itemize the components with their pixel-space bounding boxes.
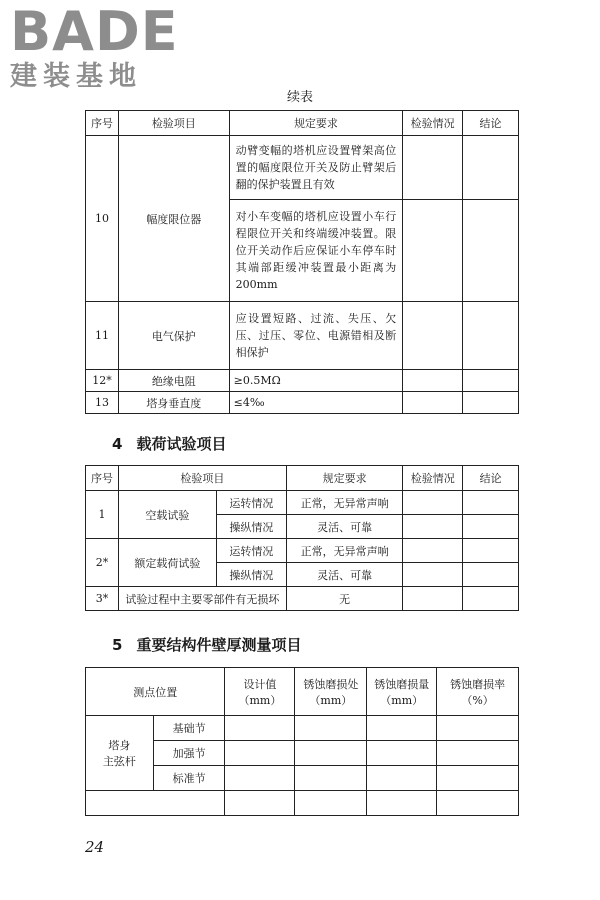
header-corrosion-spot-label: 锈蚀磨损处 — [303, 677, 359, 691]
cell-result — [403, 370, 463, 392]
row-section: 标准节 — [153, 766, 225, 791]
cell-conclusion — [463, 302, 519, 370]
section-4-heading — [112, 433, 226, 454]
row-no: 10 — [86, 136, 119, 302]
row-group-line2: 主弦杆 — [102, 755, 136, 768]
row-subitem: 操纵情况 — [216, 515, 286, 539]
row-section: 基础节 — [153, 716, 225, 741]
cell-corrosion-spot — [295, 716, 367, 741]
header-wear-rate — [437, 668, 519, 716]
cell-wear-rate — [437, 741, 519, 766]
load-test-table — [85, 465, 519, 611]
header-conclusion: 结论 — [463, 466, 519, 491]
header-position: 测点位置 — [86, 668, 225, 716]
cell-result — [403, 491, 463, 515]
cell-result — [403, 563, 463, 587]
row-item: 幅度限位器 — [118, 136, 229, 302]
logo-brand: BADE — [10, 0, 179, 63]
row-no: 2* — [86, 539, 119, 587]
cell-conclusion — [463, 370, 519, 392]
row-item: 绝缘电阻 — [118, 370, 229, 392]
watermark-logo — [10, 0, 179, 92]
table-header-row — [86, 111, 519, 136]
cell-design — [225, 766, 295, 791]
cell-corrosion-spot — [295, 766, 367, 791]
cell-conclusion — [463, 200, 519, 302]
table-row — [86, 491, 519, 515]
cell-empty — [367, 791, 437, 816]
header-wear-amount-label: 锈蚀磨损量 — [374, 677, 430, 691]
header-requirement: 规定要求 — [229, 111, 403, 136]
header-result: 检验情况 — [403, 466, 463, 491]
row-requirement: ≥0.5MΩ — [229, 370, 403, 392]
cell-design — [225, 716, 295, 741]
header-conclusion: 结论 — [463, 111, 519, 136]
inspection-table-continued — [85, 110, 519, 414]
table-header-row — [86, 668, 519, 716]
cell-result — [403, 515, 463, 539]
cell-wear-amount — [367, 716, 437, 741]
header-no: 序号 — [86, 466, 119, 491]
header-wear-rate-unit: （%） — [461, 693, 494, 707]
cell-empty — [437, 791, 519, 816]
row-no: 11 — [86, 302, 119, 370]
cell-conclusion — [463, 392, 519, 414]
cell-conclusion — [463, 587, 519, 611]
wall-thickness-table — [85, 667, 519, 816]
cell-result — [403, 302, 463, 370]
cell-conclusion — [463, 515, 519, 539]
header-no: 序号 — [86, 111, 119, 136]
header-design — [225, 668, 295, 716]
table-header-row — [86, 466, 519, 491]
section-number: 4 — [112, 435, 123, 453]
header-design-unit: （mm） — [238, 693, 282, 707]
row-section: 加强节 — [153, 741, 225, 766]
table-row — [86, 392, 519, 414]
row-group — [86, 716, 154, 791]
row-group-line1: 塔身 — [108, 739, 131, 752]
row-requirement: 正常，无异常声响 — [286, 539, 403, 563]
row-item: 额定载荷试验 — [118, 539, 216, 587]
table-row — [86, 302, 519, 370]
cell-conclusion — [463, 539, 519, 563]
table-row-empty — [86, 791, 519, 816]
cell-result — [403, 200, 463, 302]
cell-result — [403, 587, 463, 611]
cell-design — [225, 741, 295, 766]
section-number: 5 — [112, 636, 123, 654]
cell-empty — [225, 791, 295, 816]
cell-wear-rate — [437, 716, 519, 741]
header-item: 检验项目 — [118, 111, 229, 136]
row-no: 13 — [86, 392, 119, 414]
header-item: 检验项目 — [118, 466, 286, 491]
cell-empty — [86, 791, 225, 816]
cell-wear-amount — [367, 741, 437, 766]
cell-conclusion — [463, 563, 519, 587]
header-wear-amount-unit: （mm） — [380, 693, 424, 707]
row-subitem: 操纵情况 — [216, 563, 286, 587]
row-no: 1 — [86, 491, 119, 539]
table-row — [86, 539, 519, 563]
header-result: 检验情况 — [403, 111, 463, 136]
header-requirement: 规定要求 — [286, 466, 403, 491]
cell-wear-amount — [367, 766, 437, 791]
cell-result — [403, 392, 463, 414]
row-item: 塔身垂直度 — [118, 392, 229, 414]
row-requirement: 正常，无异常声响 — [286, 491, 403, 515]
cell-result — [403, 539, 463, 563]
header-wear-rate-label: 锈蚀磨损率 — [450, 677, 506, 691]
row-no: 12* — [86, 370, 119, 392]
cell-result — [403, 136, 463, 200]
header-corrosion-spot — [295, 668, 367, 716]
table-row — [86, 136, 519, 200]
table-row — [86, 370, 519, 392]
row-item: 空载试验 — [118, 491, 216, 539]
section-5-heading — [112, 634, 301, 655]
continued-caption: 续表 — [286, 90, 313, 105]
row-subitem: 运转情况 — [216, 491, 286, 515]
row-requirement: 灵活、可靠 — [286, 563, 403, 587]
row-requirement: 灵活、可靠 — [286, 515, 403, 539]
row-requirement: ≤4‰ — [229, 392, 403, 414]
page-number: 24 — [85, 838, 105, 856]
row-requirement: 应设置短路、过流、失压、欠压、过压、零位、电源错相及断相保护 — [229, 302, 403, 370]
header-wear-amount — [367, 668, 437, 716]
section-title: 载荷试验项目 — [136, 435, 227, 453]
logo-subtitle: 建装基地 — [10, 61, 142, 92]
table-row — [86, 587, 519, 611]
cell-conclusion — [463, 136, 519, 200]
cell-corrosion-spot — [295, 741, 367, 766]
row-item: 试验过程中主要零部件有无损坏 — [118, 587, 286, 611]
row-no: 3* — [86, 587, 119, 611]
row-item: 电气保护 — [118, 302, 229, 370]
table-row — [86, 716, 519, 741]
header-design-label: 设计值 — [243, 677, 277, 691]
cell-conclusion — [463, 491, 519, 515]
row-requirement: 对小车变幅的塔机应设置小车行程限位开关和终端缓冲装置。限位开关动作后应保证小车停车时其端部距缓冲装置最小距离为 200mm — [229, 200, 403, 302]
header-corrosion-spot-unit: （mm） — [309, 693, 353, 707]
section-title: 重要结构件壁厚测量项目 — [136, 636, 302, 654]
row-subitem: 运转情况 — [216, 539, 286, 563]
row-requirement: 无 — [286, 587, 403, 611]
cell-wear-rate — [437, 766, 519, 791]
row-requirement: 动臂变幅的塔机应设置臂架高位置的幅度限位开关及防止臂架后翻的保护装置且有效 — [229, 136, 403, 200]
cell-empty — [295, 791, 367, 816]
